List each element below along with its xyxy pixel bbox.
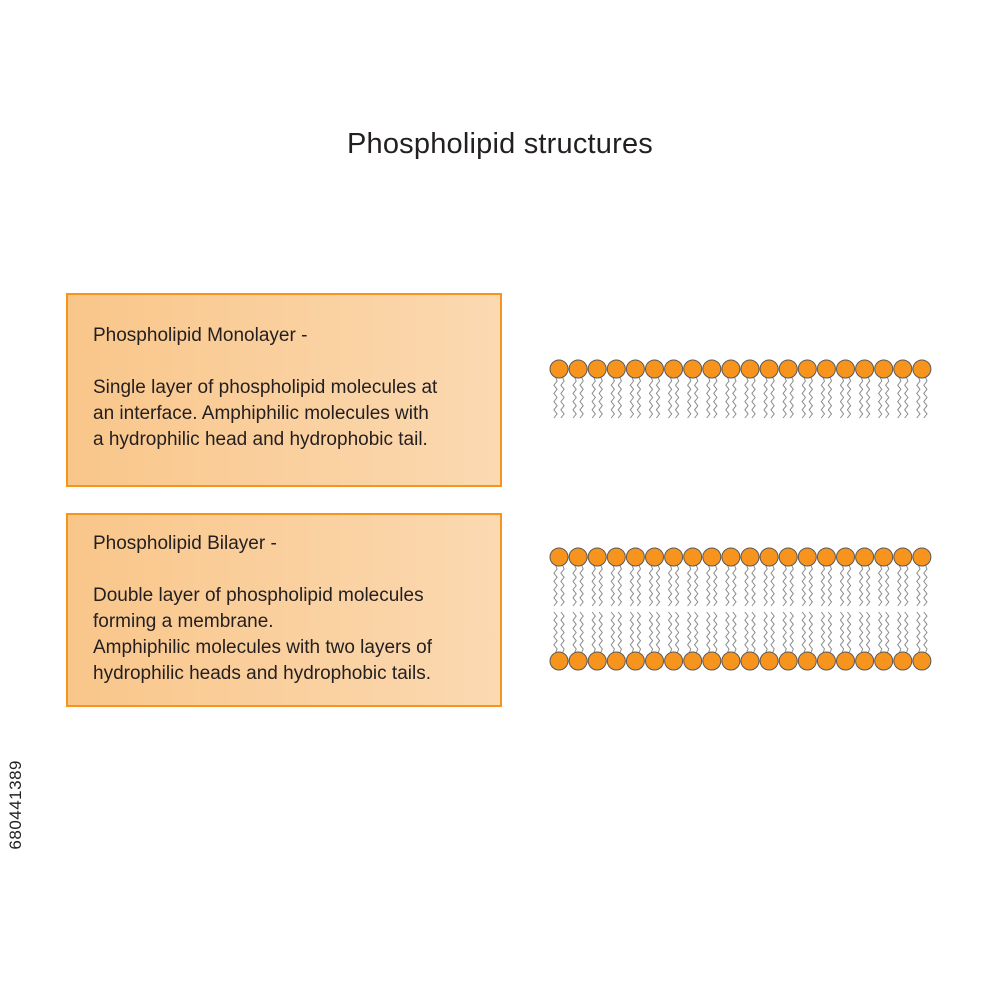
hydrophobic-tail — [828, 565, 831, 606]
bilayer-bottom-phospholipid — [817, 612, 835, 670]
hydrophobic-tail — [886, 612, 889, 653]
monolayer-phospholipid — [569, 360, 587, 418]
bilayer-description — [93, 583, 476, 687]
bilayer-top-phospholipid — [817, 548, 835, 606]
hydrophilic-head — [646, 548, 664, 566]
monolayer-diagram — [548, 356, 948, 426]
hydrophobic-tail — [592, 612, 595, 653]
monolayer-description — [93, 375, 476, 453]
monolayer-phospholipid — [722, 360, 740, 418]
bilayer-top-phospholipid — [607, 548, 625, 606]
hydrophobic-tail — [745, 565, 748, 606]
hydrophobic-tail — [592, 377, 595, 418]
hydrophilic-head — [856, 548, 874, 566]
hydrophilic-head — [665, 360, 683, 378]
hydrophobic-tail — [809, 565, 812, 606]
hydrophobic-tail — [695, 377, 698, 418]
hydrophilic-head — [588, 548, 606, 566]
bilayer-bottom-phospholipid — [779, 612, 797, 670]
hydrophobic-tail — [847, 612, 850, 653]
bilayer-bottom-phospholipid — [626, 612, 644, 670]
bilayer-top-phospholipid — [779, 548, 797, 606]
hydrophilic-head — [607, 360, 625, 378]
hydrophobic-tail — [847, 377, 850, 418]
hydrophilic-head — [550, 652, 568, 670]
bilayer-bottom-phospholipid — [607, 612, 625, 670]
hydrophilic-head — [646, 360, 664, 378]
hydrophilic-head — [760, 360, 778, 378]
hydrophobic-tail — [879, 565, 882, 606]
hydrophobic-tail — [580, 612, 583, 653]
bilayer-bottom-phospholipid — [646, 612, 664, 670]
bilayer-top-phospholipid — [722, 548, 740, 606]
hydrophilic-head — [646, 652, 664, 670]
bilayer-bottom-phospholipid — [684, 612, 702, 670]
bilayer-top-phospholipid — [703, 548, 721, 606]
hydrophobic-tail — [905, 377, 908, 418]
hydrophobic-tail — [847, 565, 850, 606]
monolayer-phospholipid — [856, 360, 874, 418]
hydrophilic-head — [798, 548, 816, 566]
hydrophobic-tail — [764, 377, 767, 418]
bilayer-top-phospholipid — [837, 548, 855, 606]
hydrophobic-tail — [924, 565, 927, 606]
hydrophobic-tail — [771, 377, 774, 418]
bilayer-top-phospholipid — [550, 548, 568, 606]
hydrophilic-head — [760, 652, 778, 670]
hydrophilic-head — [741, 652, 759, 670]
monolayer-phospholipid — [894, 360, 912, 418]
bilayer-bottom-phospholipid — [856, 612, 874, 670]
hydrophobic-tail — [611, 565, 614, 606]
bilayer-top-phospholipid — [760, 548, 778, 606]
bilayer-bottom-phospholipid — [703, 612, 721, 670]
hydrophobic-tail — [695, 565, 698, 606]
hydrophilic-head — [837, 652, 855, 670]
bilayer-bottom-phospholipid — [760, 612, 778, 670]
monolayer-phospholipid — [626, 360, 644, 418]
hydrophobic-tail — [656, 565, 659, 606]
hydrophobic-tail — [860, 565, 863, 606]
hydrophobic-tail — [879, 612, 882, 653]
hydrophobic-tail — [726, 377, 729, 418]
hydrophilic-head — [913, 652, 931, 670]
hydrophobic-tail — [867, 565, 870, 606]
hydrophobic-tail — [886, 565, 889, 606]
hydrophobic-tail — [917, 565, 920, 606]
bilayer-bottom-phospholipid — [913, 612, 931, 670]
hydrophobic-tail — [726, 565, 729, 606]
monolayer-phospholipid — [913, 360, 931, 418]
hydrophobic-tail — [905, 612, 908, 653]
hydrophobic-tail — [592, 565, 595, 606]
hydrophobic-tail — [905, 565, 908, 606]
hydrophilic-head — [607, 652, 625, 670]
hydrophobic-tail — [783, 377, 786, 418]
hydrophobic-tail — [707, 565, 710, 606]
bilayer-box — [66, 513, 502, 707]
bilayer-bottom-phospholipid — [894, 612, 912, 670]
hydrophilic-head — [798, 360, 816, 378]
hydrophilic-head — [703, 652, 721, 670]
hydrophilic-head — [894, 652, 912, 670]
hydrophobic-tail — [917, 612, 920, 653]
hydrophilic-head — [626, 548, 644, 566]
bilayer-top-phospholipid — [646, 548, 664, 606]
monolayer-phospholipid — [665, 360, 683, 418]
hydrophilic-head — [703, 360, 721, 378]
hydrophobic-tail — [630, 377, 633, 418]
hydrophobic-tail — [561, 612, 564, 653]
hydrophobic-tail — [707, 377, 710, 418]
hydrophilic-head — [607, 548, 625, 566]
hydrophobic-tail — [637, 377, 640, 418]
hydrophobic-tail — [733, 565, 736, 606]
hydrophobic-tail — [898, 377, 901, 418]
hydrophobic-tail — [649, 377, 652, 418]
hydrophobic-tail — [802, 565, 805, 606]
hydrophobic-tail — [809, 377, 812, 418]
hydrophobic-tail — [828, 612, 831, 653]
hydrophobic-tail — [771, 565, 774, 606]
hydrophilic-head — [875, 548, 893, 566]
hydrophobic-tail — [637, 612, 640, 653]
monolayer-phospholipid — [760, 360, 778, 418]
hydrophobic-tail — [695, 612, 698, 653]
hydrophilic-head — [684, 548, 702, 566]
hydrophilic-head — [894, 360, 912, 378]
hydrophilic-head — [684, 652, 702, 670]
hydrophilic-head — [722, 652, 740, 670]
hydrophobic-tail — [821, 377, 824, 418]
hydrophilic-head — [837, 548, 855, 566]
hydrophobic-tail — [618, 565, 621, 606]
hydrophobic-tail — [726, 612, 729, 653]
bilayer-bottom-phospholipid — [550, 612, 568, 670]
hydrophobic-tail — [561, 565, 564, 606]
hydrophobic-tail — [599, 377, 602, 418]
hydrophilic-head — [856, 360, 874, 378]
hydrophobic-tail — [745, 377, 748, 418]
hydrophilic-head — [684, 360, 702, 378]
hydrophobic-tail — [764, 612, 767, 653]
bilayer-line-3: Amphiphilic molecules with two layers of — [93, 637, 432, 658]
hydrophobic-tail — [618, 612, 621, 653]
bilayer-heading: Phospholipid Bilayer - — [93, 533, 277, 554]
bilayer-bottom-phospholipid — [722, 612, 740, 670]
hydrophobic-tail — [821, 565, 824, 606]
hydrophobic-tail — [867, 612, 870, 653]
hydrophobic-tail — [783, 612, 786, 653]
hydrophobic-tail — [790, 377, 793, 418]
hydrophilic-head — [837, 360, 855, 378]
hydrophobic-tail — [688, 377, 691, 418]
hydrophobic-tail — [860, 612, 863, 653]
hydrophobic-tail — [656, 612, 659, 653]
hydrophobic-tail — [802, 377, 805, 418]
bilayer-line-1: Double layer of phospholipid molecules — [93, 585, 424, 606]
hydrophobic-tail — [752, 377, 755, 418]
hydrophobic-tail — [783, 565, 786, 606]
page-title: Phospholipid structures — [346, 128, 654, 160]
hydrophobic-tail — [669, 377, 672, 418]
hydrophobic-tail — [573, 612, 576, 653]
hydrophobic-tail — [649, 612, 652, 653]
hydrophobic-tail — [554, 565, 557, 606]
monolayer-phospholipid — [684, 360, 702, 418]
hydrophobic-tail — [752, 565, 755, 606]
hydrophobic-tail — [611, 377, 614, 418]
bilayer-top-phospholipid — [894, 548, 912, 606]
hydrophobic-tail — [860, 377, 863, 418]
monolayer-line-1: Single layer of phospholipid molecules at — [93, 377, 438, 398]
bilayer-top-phospholipid — [741, 548, 759, 606]
hydrophobic-tail — [714, 612, 717, 653]
hydrophobic-tail — [764, 565, 767, 606]
monolayer-phospholipid — [703, 360, 721, 418]
hydrophobic-tail — [714, 377, 717, 418]
monolayer-heading: Phospholipid Monolayer - — [93, 325, 308, 346]
hydrophilic-head — [665, 652, 683, 670]
hydrophilic-head — [817, 652, 835, 670]
bilayer-bottom-phospholipid — [569, 612, 587, 670]
monolayer-phospholipid — [607, 360, 625, 418]
bilayer-bottom-phospholipid — [588, 612, 606, 670]
hydrophobic-tail — [802, 612, 805, 653]
hydrophobic-tail — [771, 612, 774, 653]
hydrophilic-head — [569, 360, 587, 378]
hydrophobic-tail — [676, 377, 679, 418]
hydrophobic-tail — [554, 377, 557, 418]
hydrophobic-tail — [630, 565, 633, 606]
hydrophobic-tail — [886, 377, 889, 418]
hydrophilic-head — [665, 548, 683, 566]
hydrophobic-tail — [573, 377, 576, 418]
hydrophobic-tail — [790, 565, 793, 606]
hydrophilic-head — [913, 548, 931, 566]
bilayer-top-phospholipid — [569, 548, 587, 606]
hydrophilic-head — [722, 548, 740, 566]
hydrophobic-tail — [840, 565, 843, 606]
bilayer-bottom-phospholipid — [741, 612, 759, 670]
hydrophilic-head — [817, 548, 835, 566]
hydrophobic-tail — [898, 612, 901, 653]
hydrophobic-tail — [828, 377, 831, 418]
hydrophilic-head — [588, 652, 606, 670]
hydrophilic-head — [569, 548, 587, 566]
hydrophilic-head — [798, 652, 816, 670]
hydrophobic-tail — [790, 612, 793, 653]
hydrophilic-head — [550, 548, 568, 566]
hydrophobic-tail — [676, 565, 679, 606]
hydrophobic-tail — [649, 565, 652, 606]
hydrophobic-tail — [669, 565, 672, 606]
bilayer-top-phospholipid — [588, 548, 606, 606]
bilayer-top-phospholipid — [626, 548, 644, 606]
hydrophobic-tail — [733, 377, 736, 418]
hydrophilic-head — [817, 360, 835, 378]
hydrophobic-tail — [676, 612, 679, 653]
bilayer-bottom-phospholipid — [798, 612, 816, 670]
hydrophobic-tail — [733, 612, 736, 653]
bilayer-bottom-phospholipid — [665, 612, 683, 670]
monolayer-box — [66, 293, 502, 487]
hydrophobic-tail — [611, 612, 614, 653]
hydrophilic-head — [779, 360, 797, 378]
hydrophobic-tail — [580, 377, 583, 418]
hydrophobic-tail — [688, 612, 691, 653]
bilayer-diagram — [548, 544, 948, 674]
bilayer-top-phospholipid — [875, 548, 893, 606]
monolayer-phospholipid — [646, 360, 664, 418]
monolayer-phospholipid — [741, 360, 759, 418]
monolayer-phospholipid — [588, 360, 606, 418]
hydrophobic-tail — [554, 612, 557, 653]
hydrophobic-tail — [599, 565, 602, 606]
hydrophilic-head — [856, 652, 874, 670]
hydrophilic-head — [588, 360, 606, 378]
bilayer-bottom-phospholipid — [837, 612, 855, 670]
bilayer-line-4: hydrophilic heads and hydrophobic tails. — [93, 663, 431, 684]
hydrophobic-tail — [840, 612, 843, 653]
bilayer-line-2: forming a membrane. — [93, 611, 274, 632]
hydrophobic-tail — [669, 612, 672, 653]
hydrophobic-tail — [656, 377, 659, 418]
hydrophilic-head — [760, 548, 778, 566]
hydrophobic-tail — [688, 565, 691, 606]
hydrophilic-head — [741, 360, 759, 378]
monolayer-line-2: an interface. Amphiphilic molecules with — [93, 403, 429, 424]
hydrophobic-tail — [599, 612, 602, 653]
hydrophobic-tail — [630, 612, 633, 653]
hydrophilic-head — [703, 548, 721, 566]
hydrophilic-head — [741, 548, 759, 566]
hydrophobic-tail — [840, 377, 843, 418]
stock-id-watermark: 680441389 — [6, 760, 25, 850]
hydrophobic-tail — [561, 377, 564, 418]
bilayer-top-phospholipid — [913, 548, 931, 606]
bilayer-top-phospholipid — [684, 548, 702, 606]
hydrophilic-head — [550, 360, 568, 378]
monolayer-phospholipid — [837, 360, 855, 418]
monolayer-phospholipid — [817, 360, 835, 418]
hydrophobic-tail — [618, 377, 621, 418]
hydrophobic-tail — [752, 612, 755, 653]
hydrophilic-head — [875, 360, 893, 378]
hydrophobic-tail — [714, 565, 717, 606]
hydrophobic-tail — [580, 565, 583, 606]
hydrophobic-tail — [745, 612, 748, 653]
hydrophilic-head — [913, 360, 931, 378]
monolayer-phospholipid — [550, 360, 568, 418]
hydrophilic-head — [722, 360, 740, 378]
hydrophobic-tail — [879, 377, 882, 418]
monolayer-line-3: a hydrophilic head and hydrophobic tail. — [93, 429, 428, 450]
hydrophilic-head — [779, 652, 797, 670]
hydrophilic-head — [894, 548, 912, 566]
bilayer-top-phospholipid — [798, 548, 816, 606]
hydrophobic-tail — [637, 565, 640, 606]
bilayer-top-phospholipid — [856, 548, 874, 606]
hydrophobic-tail — [821, 612, 824, 653]
monolayer-phospholipid — [779, 360, 797, 418]
bilayer-top-phospholipid — [665, 548, 683, 606]
hydrophobic-tail — [867, 377, 870, 418]
hydrophobic-tail — [924, 612, 927, 653]
hydrophobic-tail — [809, 612, 812, 653]
hydrophobic-tail — [924, 377, 927, 418]
hydrophilic-head — [626, 360, 644, 378]
hydrophobic-tail — [573, 565, 576, 606]
hydrophobic-tail — [917, 377, 920, 418]
monolayer-phospholipid — [798, 360, 816, 418]
bilayer-bottom-phospholipid — [875, 612, 893, 670]
hydrophilic-head — [569, 652, 587, 670]
hydrophilic-head — [875, 652, 893, 670]
hydrophilic-head — [779, 548, 797, 566]
hydrophilic-head — [626, 652, 644, 670]
hydrophobic-tail — [707, 612, 710, 653]
hydrophobic-tail — [898, 565, 901, 606]
monolayer-phospholipid — [875, 360, 893, 418]
